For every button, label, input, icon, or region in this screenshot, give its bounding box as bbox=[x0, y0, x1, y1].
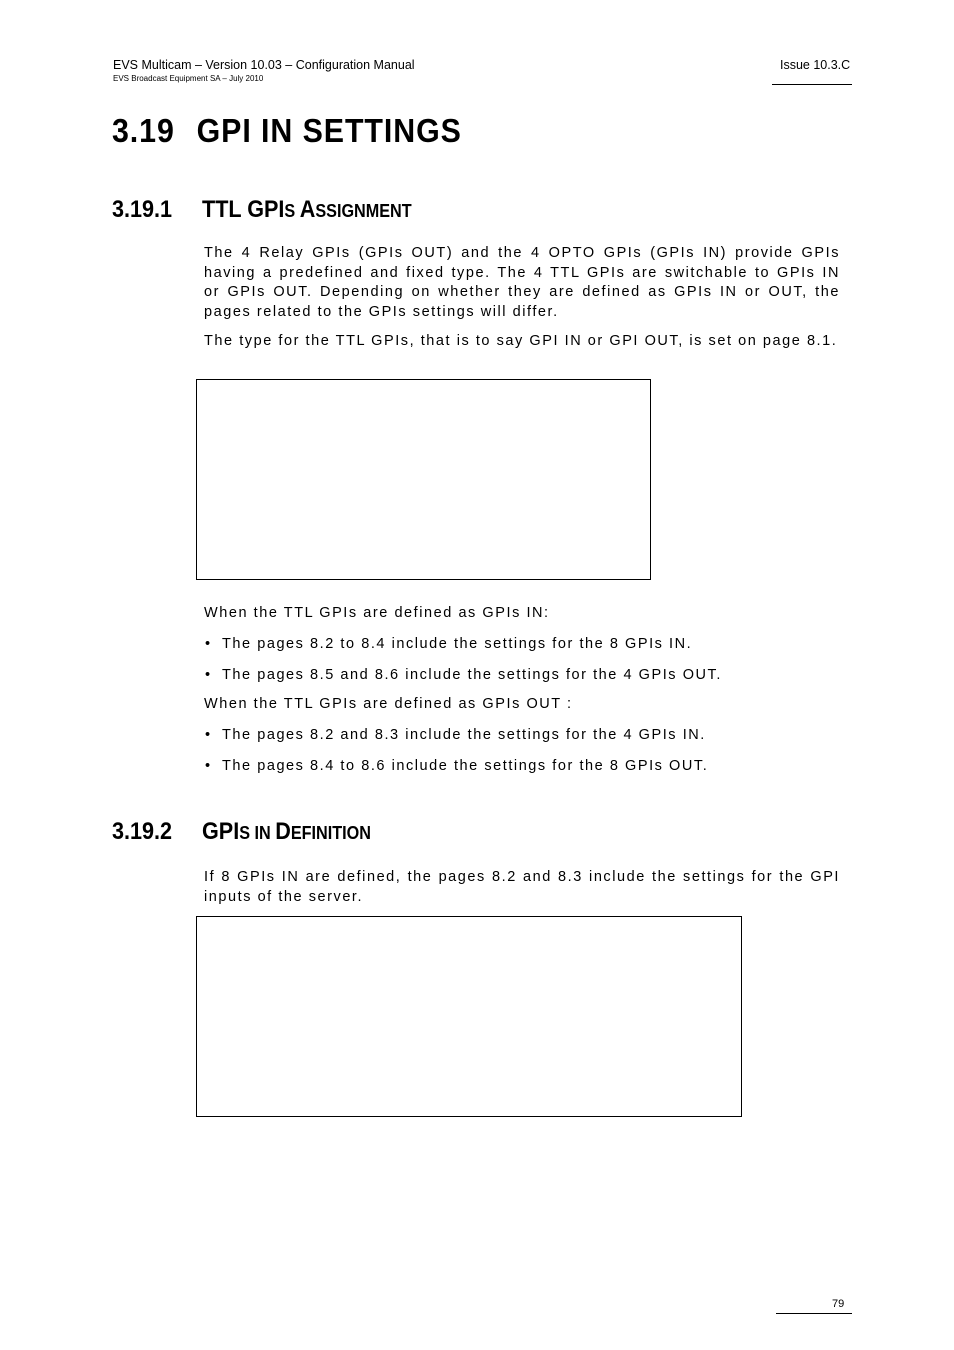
list-item bbox=[205, 727, 706, 743]
bullet-icon: • bbox=[205, 727, 211, 743]
paragraph-gpi-in-definition: If 8 GPIs IN are defined, the pages 8.2 and 8.3 include the settings for the GPI inputs of the server. bbox=[204, 869, 840, 905]
subsection-title-part: A bbox=[299, 196, 316, 223]
subsection-title-part: S bbox=[284, 201, 300, 221]
list-item-text: The pages 8.4 to 8.6 include the settings for the 8 GPIs OUT. bbox=[222, 758, 709, 774]
subsection-title-part: D bbox=[275, 818, 291, 845]
screenshot-placeholder bbox=[196, 916, 742, 1117]
paragraph-gpi-types: The 4 Relay GPIs (GPIs OUT) and the 4 OPTO GPIs (GPIs IN) provide GPIs having a predefined and fixed type. The 4 TTL GPIs are switchable to GPIs IN or GPIs OUT. Depending on whether they are defined as GPIs IN or OUT, the pages related to the GPIs settings will differ. bbox=[204, 245, 840, 320]
bullet-icon: • bbox=[205, 636, 211, 652]
subsection-title-part: TTL GPI bbox=[202, 196, 285, 223]
bullet-icon: • bbox=[205, 758, 211, 774]
header-subtitle: EVS Broadcast Equipment SA – July 2010 bbox=[113, 74, 264, 83]
subsection-number: 3.19.1 bbox=[112, 196, 173, 223]
list-item bbox=[205, 667, 722, 683]
list-item-text: The pages 8.2 and 8.3 include the settings for the 4 GPIs IN. bbox=[222, 727, 706, 743]
list-item-text: The pages 8.5 and 8.6 include the settings for the 4 GPIs OUT. bbox=[222, 667, 722, 683]
screenshot-placeholder bbox=[196, 379, 651, 580]
section-title: GPI IN SETTINGS bbox=[196, 112, 462, 149]
list-item-text: The pages 8.2 to 8.4 include the settings for the 8 GPIs IN. bbox=[222, 636, 693, 652]
subsection-heading-assignment bbox=[112, 196, 412, 224]
subsection-heading-definition bbox=[112, 818, 371, 846]
bullet-icon: • bbox=[205, 667, 211, 683]
section-heading bbox=[112, 112, 462, 150]
footer-rule bbox=[776, 1313, 852, 1314]
list-item bbox=[205, 636, 692, 652]
header-title: EVS Multicam – Version 10.03 – Configuration Manual bbox=[113, 58, 415, 72]
subsection-number: 3.19.2 bbox=[112, 818, 173, 845]
section-number: 3.19 bbox=[112, 112, 175, 149]
header-issue: Issue 10.3.C bbox=[780, 58, 851, 72]
ttl-out-intro: When the TTL GPIs are defined as GPIs OUT : bbox=[204, 696, 573, 712]
page-number: 79 bbox=[832, 1298, 845, 1310]
subsection-title-part: S IN bbox=[239, 823, 276, 843]
header-rule bbox=[772, 84, 852, 85]
list-item bbox=[205, 758, 708, 774]
subsection-title-part: SSIGNMENT bbox=[315, 201, 412, 221]
subsection-title-part: EFINITION bbox=[290, 823, 371, 843]
ttl-in-intro: When the TTL GPIs are defined as GPIs IN: bbox=[204, 605, 550, 621]
subsection-title-part: GPI bbox=[202, 818, 240, 845]
paragraph-ttl-type: The type for the TTL GPIs, that is to say GPI IN or GPI OUT, is set on page 8.1. bbox=[204, 333, 838, 349]
